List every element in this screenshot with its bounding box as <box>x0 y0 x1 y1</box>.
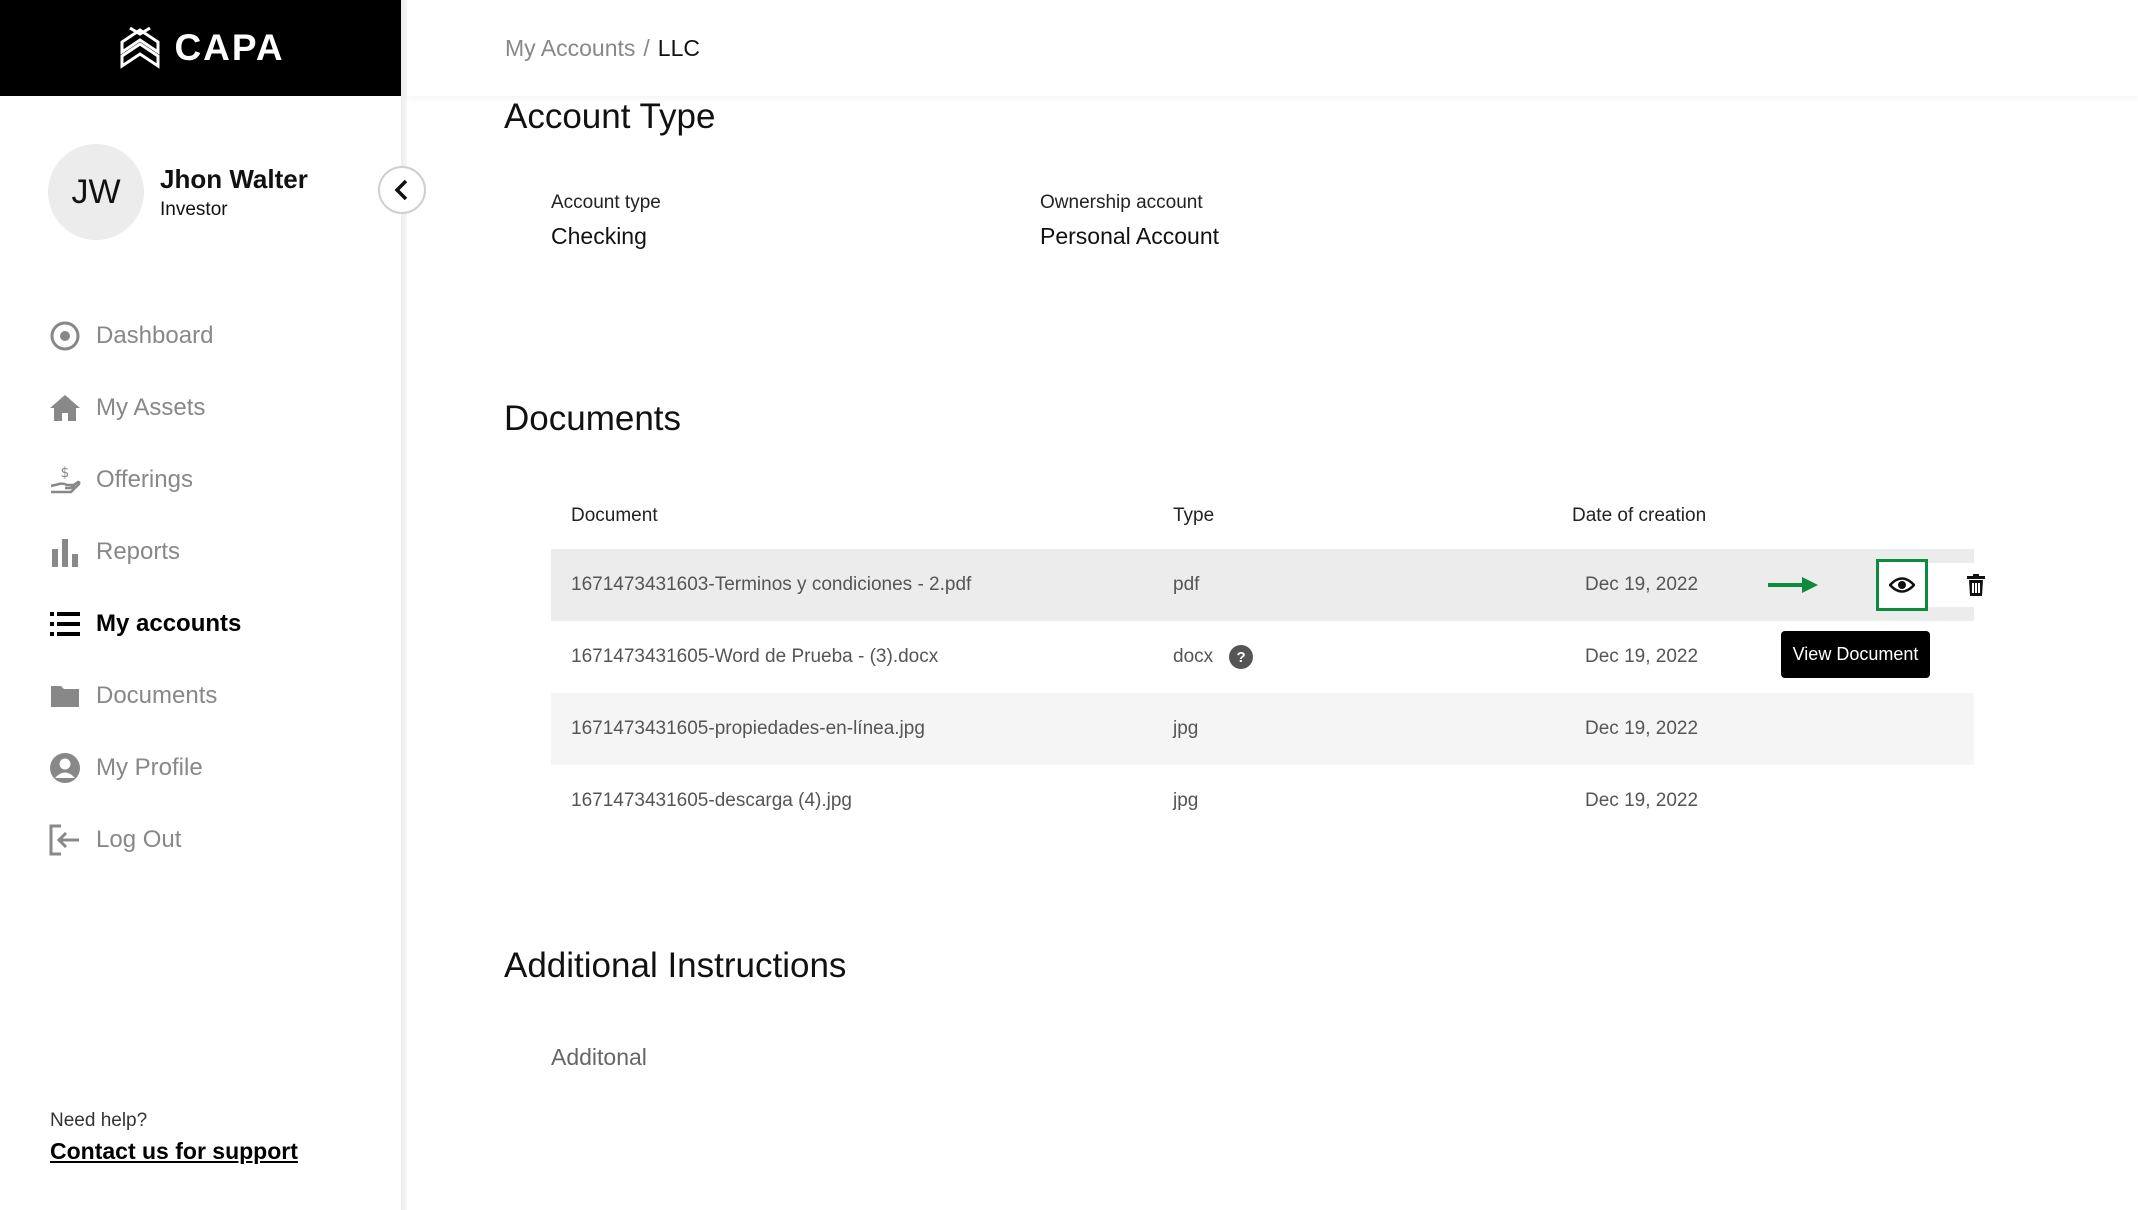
offerings-icon <box>48 463 82 497</box>
sidebar-item-offerings[interactable] <box>48 444 241 516</box>
row-actions <box>1876 563 2015 607</box>
top-header <box>407 0 2138 96</box>
sidebar-item-label: My accounts <box>96 610 242 637</box>
contact-support-link[interactable]: Contact us for support <box>50 1138 298 1164</box>
home-icon <box>48 391 82 425</box>
document-type: docx <box>1173 646 1214 667</box>
account-type-title: Account Type <box>504 97 716 136</box>
arrow-right-icon <box>1766 575 1820 595</box>
ownership-account-label: Ownership account <box>1040 192 1203 213</box>
avatar: JW <box>48 144 144 240</box>
logo-bar <box>0 0 401 96</box>
sidebar-item-label: Documents <box>96 682 218 709</box>
svg-text:$: $ <box>60 465 70 481</box>
sidebar-item-label: Reports <box>96 538 181 565</box>
additional-instructions-value: Additonal <box>551 1044 647 1070</box>
sidebar-nav <box>48 300 241 876</box>
sidebar-item-reports[interactable] <box>48 516 241 588</box>
document-name: 1671473431605-propiedades-en-línea.jpg <box>571 718 925 739</box>
list-icon <box>48 607 82 641</box>
logo-text: CAPA <box>174 27 285 68</box>
view-document-tooltip: View Document <box>1781 631 1930 678</box>
dashboard-icon <box>48 319 82 353</box>
ownership-account-value: Personal Account <box>1040 223 1220 249</box>
profile-icon <box>48 751 82 785</box>
trash-icon <box>1967 574 1985 596</box>
table-row[interactable] <box>551 621 1974 693</box>
sidebar <box>0 0 401 1210</box>
capa-logo-mark-icon <box>116 26 164 70</box>
column-header-date: Date of creation <box>1572 505 1707 526</box>
user-profile <box>48 144 308 240</box>
document-date: Dec 19, 2022 <box>1585 574 1699 595</box>
table-row[interactable] <box>551 549 1974 621</box>
sidebar-item-my-accounts[interactable] <box>48 588 241 660</box>
user-name: Jhon Walter <box>160 163 308 194</box>
help-icon[interactable]: ? <box>1229 645 1253 669</box>
sidebar-item-label: Log Out <box>96 826 182 853</box>
table-row[interactable] <box>551 693 1974 765</box>
document-date: Dec 19, 2022 <box>1585 646 1699 667</box>
view-document-button[interactable] <box>1876 559 1928 611</box>
document-date: Dec 19, 2022 <box>1585 718 1699 739</box>
account-type-label: Account type <box>551 192 661 213</box>
document-type: pdf <box>1173 574 1200 595</box>
documents-title: Documents <box>504 399 682 438</box>
folder-icon <box>48 679 82 713</box>
breadcrumb-current: LLC <box>657 34 700 61</box>
document-type: jpg <box>1173 790 1199 811</box>
sidebar-item-my-assets[interactable] <box>48 372 241 444</box>
document-date: Dec 19, 2022 <box>1585 790 1699 811</box>
sidebar-item-dashboard[interactable] <box>48 300 241 372</box>
user-role: Investor <box>160 198 228 220</box>
column-header-document: Document <box>571 505 658 526</box>
breadcrumb <box>505 35 700 62</box>
breadcrumb-my-accounts[interactable]: My Accounts <box>505 34 636 61</box>
breadcrumb-separator: / <box>643 34 650 61</box>
document-name: 1671473431605-descarga (4).jpg <box>571 790 852 811</box>
sidebar-item-documents[interactable] <box>48 660 241 732</box>
help-title: Need help? <box>50 1110 148 1131</box>
additional-instructions-title: Additional Instructions <box>504 946 847 985</box>
document-name: 1671473431605-Word de Prueba - (3).docx <box>571 646 939 667</box>
sidebar-item-label: Dashboard <box>96 322 214 349</box>
table-row[interactable] <box>551 765 1974 837</box>
user-info <box>160 164 308 221</box>
delete-document-button[interactable] <box>1954 563 1998 607</box>
help-section <box>50 1110 298 1165</box>
document-type: jpg <box>1173 718 1199 739</box>
document-name: 1671473431603-Terminos y condiciones - 2.pdf <box>571 574 972 595</box>
chevron-left-icon <box>394 179 410 201</box>
sidebar-item-my-profile[interactable] <box>48 732 241 804</box>
eye-icon <box>1889 576 1915 594</box>
document-type-cell <box>1173 621 1253 693</box>
bar-chart-icon <box>48 535 82 569</box>
account-type-value: Checking <box>551 223 647 249</box>
sidebar-item-label: My Profile <box>96 754 203 781</box>
collapse-sidebar-button[interactable] <box>378 166 426 214</box>
sidebar-item-label: My Assets <box>96 394 206 421</box>
logout-icon <box>48 823 82 857</box>
capa-logo[interactable] <box>116 26 284 70</box>
column-header-type: Type <box>1173 505 1215 526</box>
sidebar-item-label: Offerings <box>96 466 193 493</box>
sidebar-item-log-out[interactable] <box>48 804 241 876</box>
